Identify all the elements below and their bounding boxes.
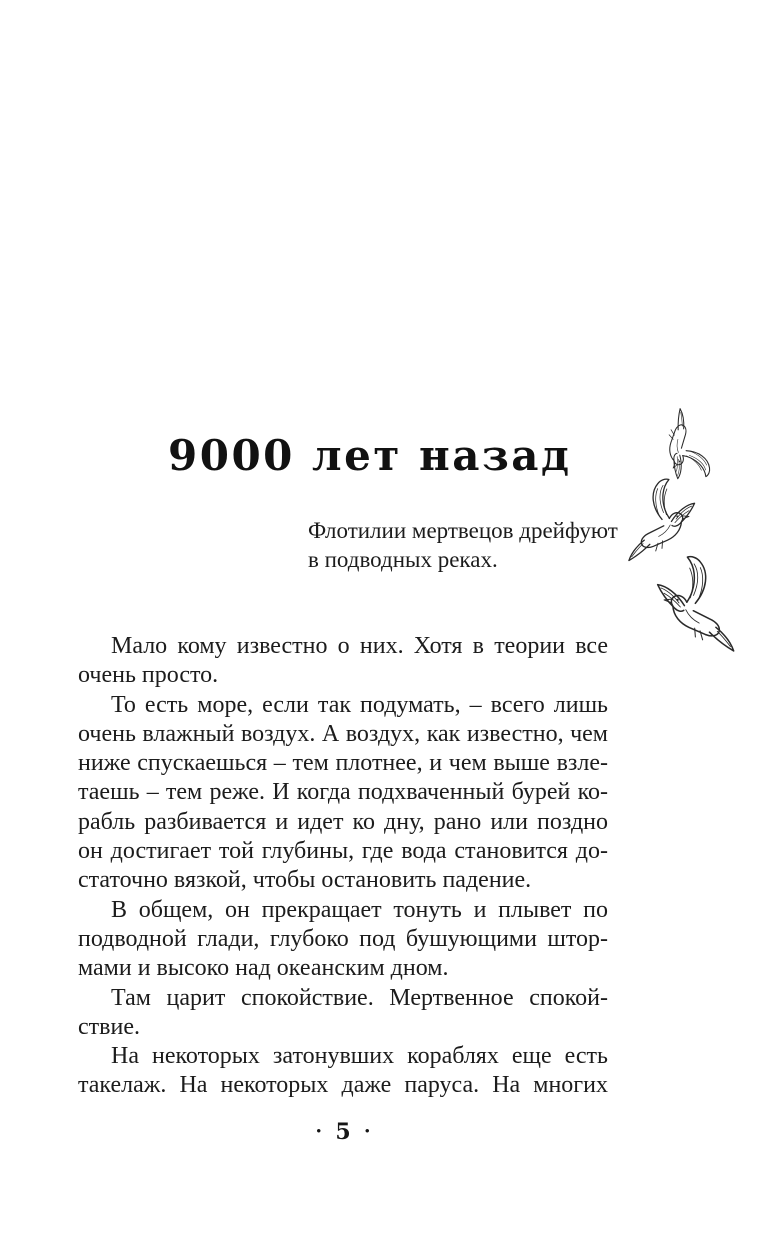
folio-bullet-left: •: [316, 1123, 322, 1140]
dove-sketch-top-icon: [646, 409, 729, 492]
text-line: очень просто.: [78, 662, 219, 689]
dove-sketch-middle-icon: [618, 476, 701, 561]
text-line: такелаж. На некоторых даже паруса. На многих: [78, 1072, 608, 1099]
text-line: подводной глади, глубоко под бушующими штор-: [78, 925, 608, 952]
text-line: В общем, он прекращает тонуть и плывет по: [111, 896, 608, 923]
text-line: Там царит спокойствие. Мертвенное спокой-: [111, 984, 608, 1011]
folio: [78, 1121, 608, 1143]
text-line: очень влажный воздух. А воздух, как известно, чем: [78, 720, 608, 747]
dove-sketch-bottom-icon: [650, 553, 746, 651]
text-line: На некоторых затонувших кораблях еще есть: [111, 1043, 608, 1070]
page-number: 5: [335, 1119, 351, 1145]
epigraph-line: в подводных реках.: [308, 546, 498, 572]
text-line: он достигает той глубины, где вода становится до-: [78, 838, 608, 865]
text-line: рабль разбивается и идет ко дну, рано или поздно: [78, 808, 608, 835]
text-line: таешь – тем реже. И когда подхваченный бурей ко-: [78, 779, 608, 806]
dove-sketches: [606, 404, 764, 654]
text-line: ствие.: [78, 1013, 140, 1040]
epigraph: [308, 517, 620, 574]
folio-bullet-right: •: [364, 1123, 370, 1140]
text-line: ниже спускаешься – тем плотнее, и чем выше взле-: [78, 750, 608, 777]
text-line: То есть море, если так подумать, – всего лишь: [111, 691, 608, 718]
epigraph-line: Флотилии мертвецов дрейфуют: [308, 518, 618, 543]
text-line: мами и высоко над океанским дном.: [78, 955, 449, 982]
body-text: [78, 632, 608, 1101]
chapter-title: 9000 лет назад: [168, 431, 572, 480]
text-line: Мало кому известно о них. Хотя в теории все: [111, 633, 608, 659]
text-line: статочно вязкой, чтобы остановить падение.: [78, 867, 532, 894]
